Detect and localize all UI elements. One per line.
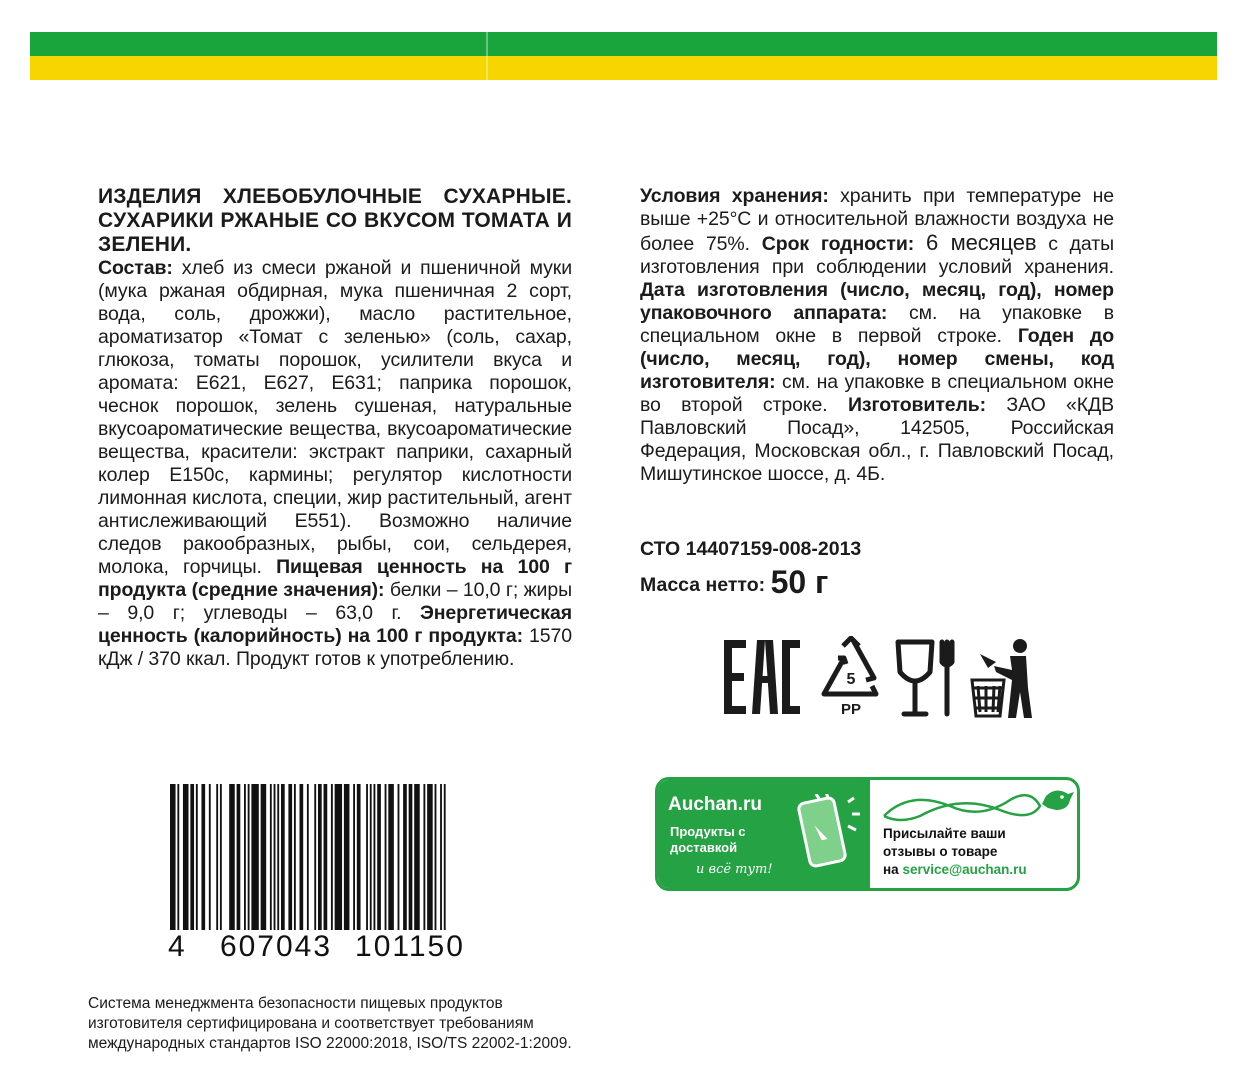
feedback-prefix: на	[883, 862, 899, 877]
shelf-life-value: 6 месяцев	[925, 230, 1037, 255]
barcode-digits: 101150	[355, 930, 465, 960]
manufacturer-text: ЗАО «КДВ Павловский Посад», 142505, Российская Федерация, Московская обл., г. Павловский Посад, Мишутинское шоссе, д. 4Б.	[640, 394, 1114, 485]
nutrition-label: Пищевая ценность на 100 г продукта (средние значения):	[98, 556, 572, 601]
storage-column	[640, 185, 1114, 486]
product-title: ИЗДЕЛИЯ ХЛЕБОБУЛОЧНЫЕ СУХАРНЫЕ. СУХАРИКИ РЖАНЫЕ СО ВКУСОМ ТОМАТА И ЗЕЛЕНИ.	[98, 185, 572, 256]
barcode-bar	[385, 784, 387, 930]
barcode-bar	[177, 784, 179, 930]
barcode-bar	[335, 784, 342, 930]
energy-text: 1570 кДж / 370 ккал.	[98, 625, 572, 670]
barcode-bar	[324, 784, 328, 930]
auchan-site: Auchan.ru	[668, 794, 762, 815]
manufacturer-label: Изготовитель:	[847, 394, 987, 416]
barcode-bar	[398, 784, 400, 930]
storage-text: хранить при температуре не выше +25°С и относительной влажности воздуха не более 75%.	[640, 185, 1114, 255]
auchan-promo-text: Продукты с доставкой	[670, 824, 746, 855]
barcode-bar	[409, 784, 413, 930]
barcode-bar	[220, 784, 222, 930]
certification-note: Система менеджмента безопасности пищевых продуктов изготовителя сертифицирована и соответствует требованиям международных стандартов ISO 22000:2018, ISO/TS 22002-1:2009.	[88, 995, 572, 1052]
barcode-bar	[427, 784, 433, 930]
feedback-line-2: отзывы о товаре	[883, 844, 998, 859]
barcode-bar	[288, 784, 292, 930]
composition-text: хлеб из смеси ржаной и пшеничной муки (мука ржаная обдирная, мука пшеничная 2 сорт, вода, соль, дрожжи), масло растительное, ароматизатор «Томат с зеленью» (соль, сахар, глюкоза, томаты порошок, усилители вкуса и аромата: Е621, Е627, Е631; паприка порошок, чеснок порошок, зелень сушеная, натуральные вкусоароматические вещества, вкусоароматические вещества, красители: экстракт паприки, сахарный колер Е150с, кармины; регулятор кислотности лимонная кислота, специи, жир растительный, агент антислеживающий Е551). Возможно наличие следов ракообразных, рыбы, сои, сельдерея, молока, горчицы.	[98, 257, 572, 578]
shelf-life-label: Срок годности:	[761, 233, 915, 255]
net-mass-label: Масса нетто:	[640, 574, 766, 596]
barcode-bar	[277, 784, 279, 930]
barcode-bar	[423, 784, 425, 930]
recycle-pp-icon	[816, 636, 886, 718]
standard-code: СТО 14407159-008-2013	[640, 538, 862, 560]
auchan-banner	[655, 777, 1080, 891]
bird-icon	[880, 786, 1076, 826]
barcode-bar	[183, 784, 189, 930]
barcode-bar	[435, 784, 437, 930]
barcode-bar	[440, 784, 442, 930]
auchan-promo-panel	[658, 780, 870, 888]
barcode-bar	[201, 784, 205, 930]
composition-column	[98, 185, 572, 671]
barcode-bar	[209, 784, 211, 930]
barcode-bar	[374, 784, 376, 930]
barcode-bar	[190, 784, 194, 930]
barcode-bar	[251, 784, 258, 930]
manufacture-date-label: Дата изготовления (число, месяц, год), номер упаковочного аппарата:	[640, 279, 1114, 324]
barcode-bar	[344, 784, 350, 930]
barcode-bar	[196, 784, 198, 930]
composition-paragraph	[98, 257, 572, 671]
auchan-feedback	[883, 825, 1027, 879]
recycle-number: 5	[846, 671, 856, 688]
barcode-digits: 4	[168, 930, 187, 960]
best-before-label: Годен до (число, месяц, год), номер смены, код изготовителя:	[640, 325, 1114, 393]
composition-label: Состав:	[98, 257, 173, 279]
barcode-bar	[353, 784, 355, 930]
shelf-life-text: с даты изготовления при соблюдении условий хранения.	[640, 233, 1114, 278]
barcode-bar	[237, 784, 241, 930]
barcode-bar	[366, 784, 368, 930]
barcode-bar	[216, 784, 218, 930]
barcode-bar	[300, 784, 304, 930]
net-mass-value: 50 г	[770, 564, 829, 600]
packaging-icons	[720, 636, 1040, 720]
recycle-material: PP	[840, 701, 862, 718]
barcode-bar	[388, 784, 394, 930]
barcode-bar	[318, 784, 322, 930]
barcode-bar	[444, 784, 446, 930]
storage-label: Условия хранения:	[640, 185, 829, 207]
eac-icon	[720, 636, 804, 718]
feedback-line-3	[883, 861, 1027, 879]
net-mass	[640, 564, 828, 601]
top-green-band	[30, 32, 1217, 56]
barcode-bar	[229, 784, 235, 930]
feedback-line-1: Присылайте ваши	[883, 826, 1006, 841]
barcode	[168, 784, 490, 960]
best-before-text: см. на упаковке в специальном окне во второй строке.	[640, 371, 1114, 416]
barcode-bar	[170, 784, 176, 930]
feedback-email[interactable]: service@auchan.ru	[902, 862, 1027, 877]
ready-text: Продукт готов к употреблению.	[235, 648, 515, 670]
energy-label: Энергетическая ценность (калорийность) на 100 г продукта:	[98, 602, 572, 647]
top-yellow-band	[30, 56, 1217, 80]
barcode-bar	[314, 784, 316, 930]
glass-fork-icon	[892, 636, 962, 720]
barcode-bar	[270, 784, 272, 930]
manufacture-date-text: см. на упаковке в специальном окне в первой строке.	[640, 302, 1114, 347]
barcode-bar	[403, 784, 407, 930]
tidy-man-icon	[966, 636, 1036, 720]
nutrition-text: белки – 10,0 г; жиры – 9,0 г; углеводы – 63,0 г.	[98, 579, 572, 624]
barcode-bar	[307, 784, 309, 930]
phone-icon	[796, 794, 862, 880]
barcode-bar	[294, 784, 296, 930]
barcode-bar	[281, 784, 285, 930]
barcode-bar	[414, 784, 420, 930]
barcode-bar	[377, 784, 381, 930]
auchan-promo-script: и всё тут!	[696, 862, 773, 877]
barcode-bar	[370, 784, 372, 930]
barcode-bar	[274, 784, 276, 930]
barcode-bar	[357, 784, 361, 930]
barcode-bar	[331, 784, 333, 930]
barcode-bar	[244, 784, 246, 930]
barcode-bar	[248, 784, 250, 930]
barcode-bar	[261, 784, 267, 930]
band-divider	[486, 32, 488, 80]
barcode-digits: 607043	[219, 930, 333, 960]
